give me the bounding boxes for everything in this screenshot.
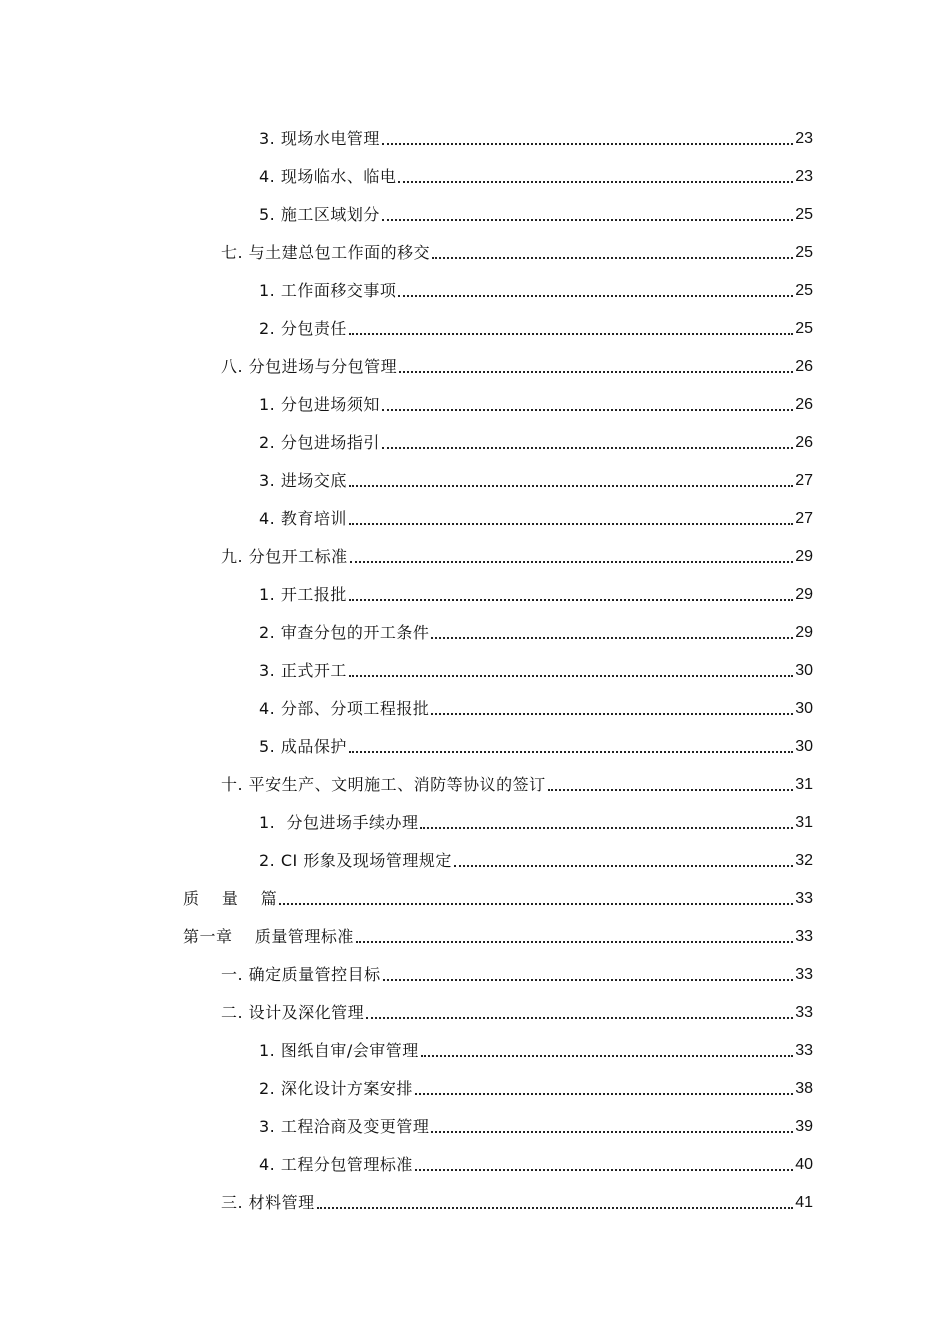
toc-page-number: 26	[795, 358, 813, 375]
toc-dot-leader	[431, 637, 793, 639]
toc-dot-leader	[383, 979, 794, 981]
toc-page-number: 23	[795, 168, 813, 185]
toc-entry-title: 2. CI 形象及现场管理规定	[259, 851, 452, 870]
toc-entry[interactable]	[0, 1146, 950, 1184]
toc-entry[interactable]	[0, 272, 950, 310]
toc-page-number: 23	[795, 130, 813, 147]
toc-entry-line	[259, 433, 813, 453]
toc-entry-title: 4. 现场临水、临电	[259, 167, 397, 186]
toc-dot-leader	[548, 789, 794, 791]
toc-dot-leader	[356, 941, 793, 943]
toc-entry[interactable]	[0, 120, 950, 158]
toc-dot-leader	[349, 523, 793, 525]
toc-page-number: 25	[795, 320, 813, 337]
toc-page-number: 30	[795, 662, 813, 679]
toc-entry[interactable]	[0, 424, 950, 462]
toc-entry[interactable]	[0, 956, 950, 994]
toc-entry-title: 质 量 篇	[183, 889, 278, 908]
toc-entry-line	[259, 699, 813, 719]
toc-page-number: 30	[795, 700, 813, 717]
toc-entry-line	[259, 1079, 813, 1099]
toc-entry-title: 七. 与土建总包工作面的移交	[221, 243, 431, 262]
toc-entry-title: 5. 施工区域划分	[259, 205, 380, 224]
toc-entry[interactable]	[0, 1184, 950, 1222]
toc-entry-title: 一. 确定质量管控目标	[221, 965, 381, 984]
toc-page-number: 29	[795, 548, 813, 565]
toc-entry-title: 1. 图纸自审/会审管理	[259, 1041, 419, 1060]
toc-page-number: 32	[795, 852, 813, 869]
toc-dot-leader	[366, 1017, 793, 1019]
toc-entry[interactable]	[0, 158, 950, 196]
toc-entry-line	[259, 585, 813, 605]
toc-page-number: 30	[795, 738, 813, 755]
toc-dot-leader	[431, 713, 793, 715]
toc-page-number: 25	[795, 244, 813, 261]
toc-entry[interactable]	[0, 918, 950, 956]
toc-entry-line	[259, 205, 813, 225]
toc-entry-title: 4. 工程分包管理标准	[259, 1155, 413, 1174]
toc-entry-title: 第一章 质量管理标准	[183, 927, 354, 946]
toc-page-number: 33	[795, 928, 813, 945]
toc-entry[interactable]	[0, 576, 950, 614]
toc-page-number: 33	[795, 1042, 813, 1059]
toc-dot-leader	[382, 447, 793, 449]
toc-entry-line	[259, 1041, 813, 1061]
toc-entry-line	[259, 737, 813, 757]
toc-dot-leader	[398, 181, 793, 183]
toc-entry[interactable]	[0, 804, 950, 842]
toc-entry-title: 3. 现场水电管理	[259, 129, 380, 148]
toc-dot-leader	[382, 409, 793, 411]
toc-entry-title: 4. 教育培训	[259, 509, 347, 528]
toc-entry[interactable]	[0, 386, 950, 424]
toc-entry[interactable]	[0, 614, 950, 652]
toc-entry[interactable]	[0, 462, 950, 500]
toc-dot-leader	[349, 675, 793, 677]
toc-dot-leader	[279, 903, 793, 905]
toc-entry-title: 3. 正式开工	[259, 661, 347, 680]
toc-entry-title: 3. 工程洽商及变更管理	[259, 1117, 430, 1136]
toc-entry-line	[183, 889, 813, 909]
toc-entry-title: 3. 进场交底	[259, 471, 347, 490]
toc-page-number: 26	[795, 396, 813, 413]
toc-entry-line	[259, 813, 813, 833]
toc-entry-title: 三. 材料管理	[221, 1193, 315, 1212]
toc-dot-leader	[421, 1055, 793, 1057]
toc-dot-leader	[350, 561, 794, 563]
toc-entry[interactable]	[0, 766, 950, 804]
toc-dot-leader	[420, 827, 793, 829]
toc-page-number: 33	[795, 890, 813, 907]
toc-page-number: 26	[795, 434, 813, 451]
toc-page-number: 31	[795, 814, 813, 831]
toc-dot-leader	[349, 751, 793, 753]
toc-entry[interactable]	[0, 994, 950, 1032]
toc-entry[interactable]	[0, 310, 950, 348]
toc-dot-leader	[432, 257, 793, 259]
toc-entry[interactable]	[0, 842, 950, 880]
toc-entry-title: 2. 审查分包的开工条件	[259, 623, 430, 642]
toc-entry-title: 二. 设计及深化管理	[221, 1003, 365, 1022]
toc-entry-line	[259, 281, 813, 301]
toc-dot-leader	[431, 1131, 793, 1133]
toc-page-number: 40	[795, 1156, 813, 1173]
toc-entry[interactable]	[0, 500, 950, 538]
toc-page-number: 38	[795, 1080, 813, 1097]
toc-entry-title: 2. 分包责任	[259, 319, 347, 338]
toc-entry-line	[259, 129, 813, 149]
toc-page-number: 29	[795, 624, 813, 641]
toc-entry-line	[259, 509, 813, 529]
toc-entry-line	[259, 167, 813, 187]
toc-entry-line	[259, 1155, 813, 1175]
toc-page-number: 39	[795, 1118, 813, 1135]
toc-entry[interactable]	[0, 880, 950, 918]
toc-dot-leader	[349, 599, 793, 601]
toc-entry[interactable]	[0, 1032, 950, 1070]
toc-entry-line	[259, 623, 813, 643]
toc-entry-line	[259, 471, 813, 491]
toc-entry-line	[221, 357, 813, 377]
toc-dot-leader	[415, 1169, 793, 1171]
toc-entry[interactable]	[0, 652, 950, 690]
toc-entry-title: 2. 深化设计方案安排	[259, 1079, 413, 1098]
toc-entry[interactable]	[0, 234, 950, 272]
toc-page-number: 25	[795, 282, 813, 299]
toc-entry-line	[259, 319, 813, 339]
toc-entry[interactable]	[0, 728, 950, 766]
toc-entry-title: 2. 分包进场指引	[259, 433, 380, 452]
toc-dot-leader	[382, 219, 793, 221]
toc-entry-line	[259, 851, 813, 871]
toc-entry-title: 九. 分包开工标准	[221, 547, 348, 566]
toc-entry-title: 八. 分包进场与分包管理	[221, 357, 398, 376]
toc-page-number: 25	[795, 206, 813, 223]
toc-entry[interactable]	[0, 1108, 950, 1146]
toc-entry[interactable]	[0, 538, 950, 576]
toc-entry-line	[259, 661, 813, 681]
toc-dot-leader	[317, 1207, 794, 1209]
toc-entry-title: 5. 成品保护	[259, 737, 347, 756]
toc-entry-title: 十. 平安生产、文明施工、消防等协议的签订	[221, 775, 546, 794]
toc-entry[interactable]	[0, 348, 950, 386]
toc-entry-title: 1. 分包进场须知	[259, 395, 380, 414]
toc-entry-title: 1. 工作面移交事项	[259, 281, 397, 300]
toc-entry-title: 4. 分部、分项工程报批	[259, 699, 430, 718]
toc-entry-line	[221, 547, 813, 567]
toc-dot-leader	[349, 333, 793, 335]
toc-dot-leader	[415, 1093, 793, 1095]
toc-entry[interactable]	[0, 1070, 950, 1108]
toc-page-number: 33	[795, 1004, 813, 1021]
toc-page-number: 33	[795, 966, 813, 983]
toc-entry-title: 1. 分包进场手续办理	[259, 813, 419, 832]
toc-page-number: 27	[795, 510, 813, 527]
toc-dot-leader	[399, 371, 793, 373]
toc-page-number: 31	[795, 776, 813, 793]
toc-entry-line	[259, 395, 813, 415]
toc-entry[interactable]	[0, 196, 950, 234]
toc-dot-leader	[398, 295, 793, 297]
toc-page-number: 41	[795, 1194, 813, 1211]
toc-entry[interactable]	[0, 690, 950, 728]
toc-page-number: 29	[795, 586, 813, 603]
toc-entry-line	[221, 1003, 813, 1023]
toc-entry-line	[221, 243, 813, 263]
toc-dot-leader	[349, 485, 793, 487]
toc-entry-line	[221, 775, 813, 795]
table-of-contents	[0, 120, 950, 1222]
toc-entry-line	[221, 965, 813, 985]
toc-entry-line	[259, 1117, 813, 1137]
toc-page-number: 27	[795, 472, 813, 489]
toc-entry-title: 1. 开工报批	[259, 585, 347, 604]
toc-entry-line	[221, 1193, 813, 1213]
toc-dot-leader	[454, 865, 793, 867]
toc-entry-line	[183, 927, 813, 947]
toc-dot-leader	[382, 143, 793, 145]
